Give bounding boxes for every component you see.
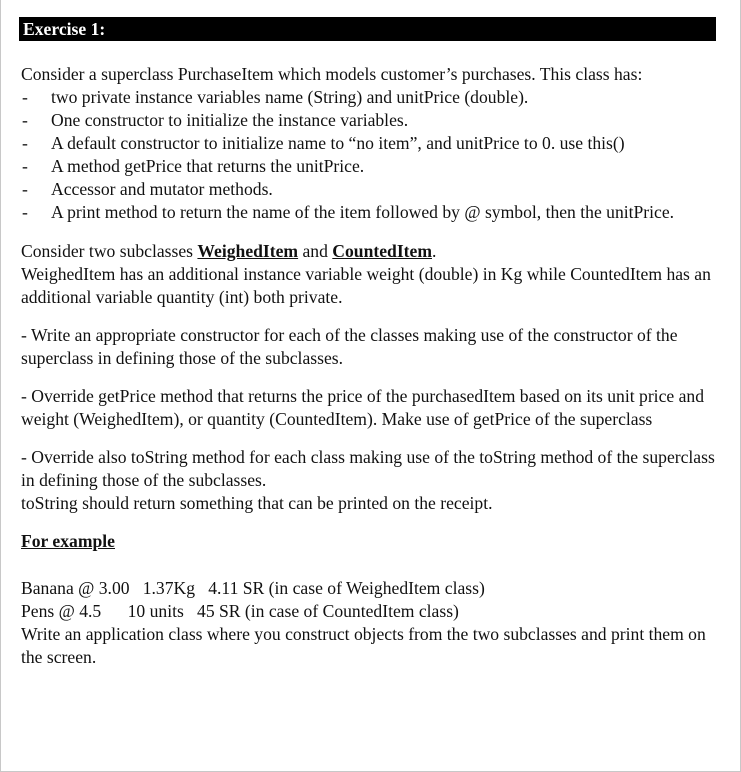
application-instruction: Write an application class where you construct objects from the two subclasses and print them on the screen.	[21, 624, 706, 667]
weighed-item-class-name: WeighedItem	[197, 241, 299, 261]
exercise-content	[21, 63, 721, 669]
tostring-note: toString should return something that can be printed on the receipt.	[21, 493, 493, 513]
subclasses-and: and	[298, 241, 333, 261]
subclasses-description: WeighedItem has an additional instance variable weight (double) in Kg while CountedItem has an additional variable quantity (int) both private.	[21, 264, 711, 307]
getprice-task: - Override getPrice method that returns the price of the purchasedItem based on its unit price and weight (WeighedItem), or quantity (CountedItem). Make use of getPrice of the superclass	[21, 386, 704, 429]
list-item: - A default constructor to initialize name to “no item”, and unitPrice to 0. use this()	[21, 132, 721, 155]
list-item: - One constructor to initialize the instance variables.	[21, 109, 721, 132]
list-item: - Accessor and mutator methods.	[21, 178, 721, 201]
list-item: - A method getPrice that returns the unitPrice.	[21, 155, 721, 178]
example-line-counted: Pens @ 4.5 10 units 45 SR (in case of CountedItem class)	[21, 601, 459, 621]
intro-paragraph: Consider a superclass PurchaseItem which models customer’s purchases. This class has:	[21, 64, 643, 84]
subclasses-suffix: .	[432, 241, 437, 261]
exercise-title: Exercise 1:	[19, 17, 716, 41]
constructor-task: - Write an appropriate constructor for each of the classes making use of the constructor of the superclass in defining those of the subclasses.	[21, 325, 678, 368]
list-item: - two private instance variables name (String) and unitPrice (double).	[21, 86, 721, 109]
list-item: - A print method to return the name of the item followed by @ symbol, then the unitPrice.	[21, 201, 721, 224]
tostring-task: - Override also toString method for each class making use of the toString method of the superclass in defining those of the subclasses.	[21, 447, 715, 490]
counted-item-class-name: CountedItem	[332, 241, 432, 261]
subclasses-prefix: Consider two subclasses	[21, 241, 198, 261]
requirements-list	[21, 86, 721, 224]
subclasses-paragraph	[21, 240, 721, 263]
example-heading: For example	[21, 531, 115, 551]
example-line-weighed: Banana @ 3.00 1.37Kg 4.11 SR (in case of WeighedItem class)	[21, 578, 485, 598]
